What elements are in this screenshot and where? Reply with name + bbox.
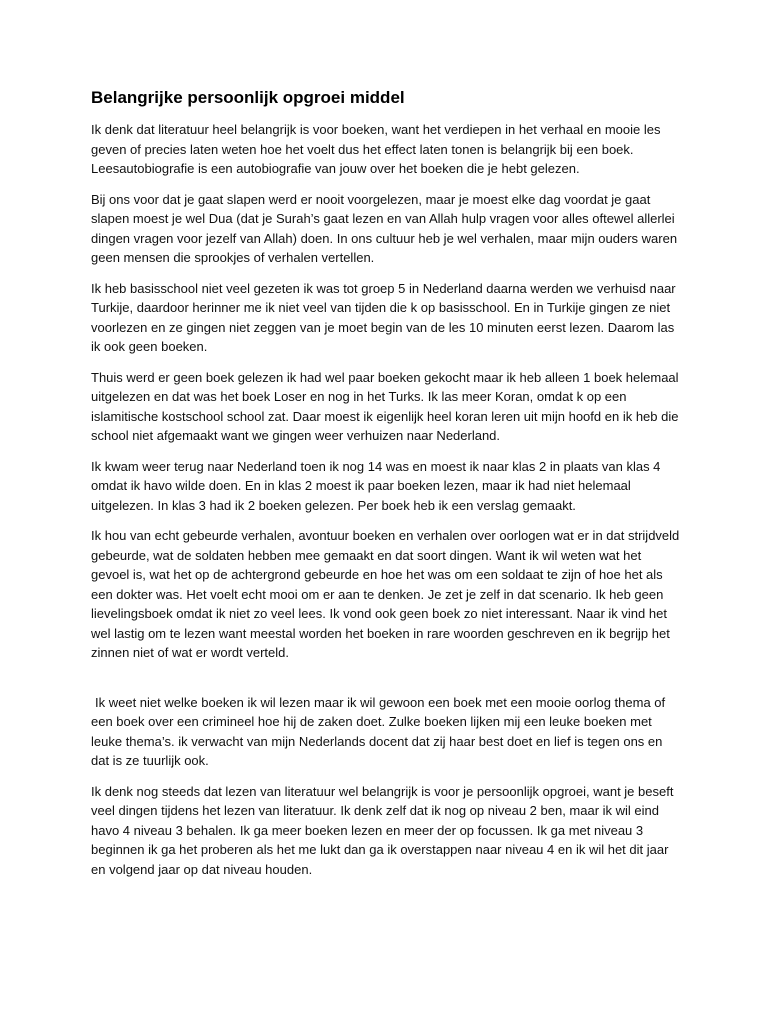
paragraph-2: Bij ons voor dat je gaat slapen werd er nooit voorgelezen, maar je moest elke dag voordat je gaat slapen moest je wel Dua (dat je Surah’s gaat lezen en van Allah hulp vragen voor alles oftewel allerlei dingen vragen voor jezelf van Allah) doen. In ons cultuur heb je wel verhalen, maar mijn ouders waren geen mensen die sprookjes of verhalen vertellen. [91, 191, 678, 265]
paragraph-8: Ik denk nog steeds dat lezen van literatuur wel belangrijk is voor je persoonlijk opgroei, want je beseft veel dingen tijdens het lezen van literatuur. Ik denk zelf dat ik nog op niveau 2 ben, maar ik wil eind havo 4 niveau 3 behalen. Ik ga meer boeken lezen en meer der op focussen. Ik ga met niveau 3 beginnen ik ga het proberen als het me lukt dan ga ik overstappen naar niveau 4 en ik wil het dit jaar en volgend jaar op dat niveau houden. [91, 783, 674, 877]
paragraph-7: Ik weet niet welke boeken ik wil lezen maar ik wil gewoon een boek met een mooie oorlog thema of een boek over een crimineel hoe hij de zaken doet. Zulke boeken lijken mij een leuke boeken met leuke thema’s. ik verwacht van mijn Nederlands docent dat zij haar best doet en lief is tegen ons en dat is ze tuurlijk ook. [91, 694, 666, 768]
paragraph-4: Thuis werd er geen boek gelezen ik had wel paar boeken gekocht maar ik heb alleen 1 boek helemaal uitgelezen en dat was het boek Loser en nog in het Turks. Ik las meer Koran, omdat k op een islamitische kostschool school zat. Daar moest ik eigenlijk heel koran leren uit mijn hoofd en ik heb die school niet afgemaakt want we gingen weer verhuizen naar Nederland. [91, 369, 679, 443]
paragraph-6: Ik hou van echt gebeurde verhalen, avontuur boeken en verhalen over oorlogen wat er in dat strijdveld gebeurde, wat de soldaten hebben mee gemaakt en dat soort dingen. Want ik wil weten wat het gevoel is, wat het op de achtergrond gebeurde en hoe het was om een soldaat te zijn of hoe het als een dokter was. Het voelt echt mooi om er aan te denken. Je zet je zelf in dat scenario. Ik heb geen lievelingsboek omdat ik niet zo veel lees. Ik vond ook geen boek zo niet interessant. Naar ik vind het wel lastig om te lezen want meestal worden het boeken in rare woorden geschreven en ik begrijp het zinnen niet of wat er wordt verteld. [91, 528, 680, 660]
document-title: Belangrijke persoonlijk opgroei middel [91, 88, 405, 107]
paragraph-5: Ik kwam weer terug naar Nederland toen ik nog 14 was en moest ik naar klas 2 in plaats van klas 4 omdat ik havo wilde doen. En in klas 2 moest ik paar boeken lezen, maar ik had niet helemaal uitgelezen. In klas 3 had ik 2 boeken gelezen. Per boek heb ik een verslag gemaakt. [91, 458, 661, 513]
paragraph-3: Ik heb basisschool niet veel gezeten ik was tot groep 5 in Nederland daarna werden we verhuisd naar Turkije, daardoor herinner me ik niet veel van tijden die k op basisschool. En in Turkije gingen ze niet voorlezen en ze gingen niet zeggen van je moet begin van de les 10 minuten eerst lezen. Daarom las ik ook geen boeken. [91, 280, 676, 354]
document-page [91, 86, 681, 890]
paragraph-1: Ik denk dat literatuur heel belangrijk is voor boeken, want het verdiepen in het verhaal en mooie les geven of precies laten weten hoe het voelt dus het effect laten tonen is belangrijk bij een boek. Leesautobiografie is een autobiografie van jouw over het boeken die je hebt gelezen. [91, 122, 661, 176]
